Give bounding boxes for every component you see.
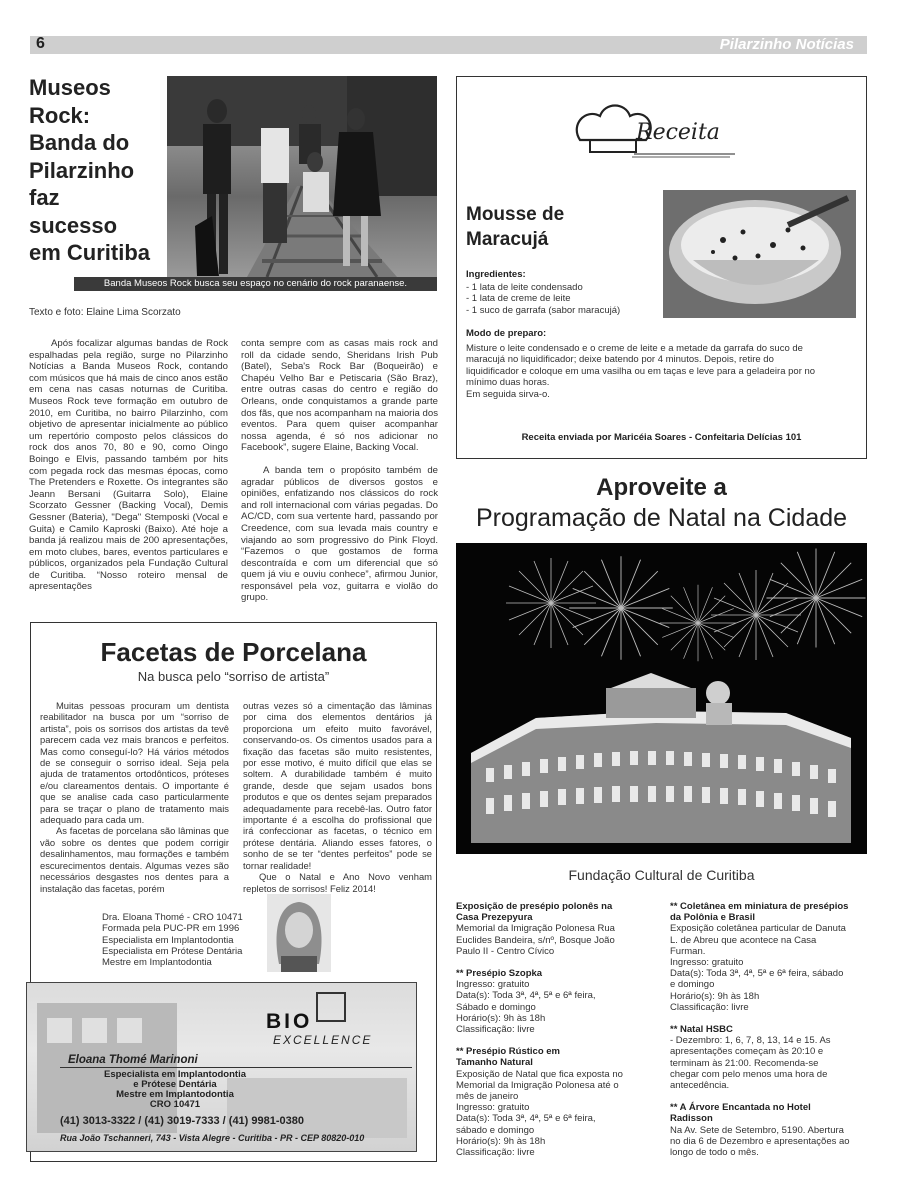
event-text: Classificação: livre: [456, 1147, 535, 1159]
signature-line: Mestre em Implantodontia: [102, 957, 212, 969]
facetas-column-2: [243, 700, 432, 894]
clinic-brand-sub: EXCELLENCE: [273, 1033, 373, 1047]
facetas-title: Facetas de Porcelana: [100, 637, 367, 667]
ingredients-label: Ingredientes:: [466, 269, 526, 280]
dentist-portrait: [267, 894, 331, 972]
event-text: Memorial da Imigração Polonesa Rua: [456, 923, 615, 935]
event-heading: Exposição de presépio polonês na: [456, 901, 613, 912]
event-text: Memorial da Imigração Polonesa até o: [456, 1079, 619, 1091]
headline-line: em Curitiba: [29, 240, 151, 265]
event-heading: ** A Árvore Encantada no Hotel: [670, 1102, 811, 1114]
event-text: Horário(s): 9h às 18h: [456, 1012, 546, 1024]
headline-line: Pilarzinho: [29, 157, 135, 183]
ingredient-item: - 1 suco de garrafa (sabor maracujá): [466, 304, 621, 316]
facetas-column-1: [40, 700, 229, 894]
prep-line: Misture o leite condensado e o creme de leite e a metade da garrafa do suco de: [466, 343, 803, 354]
event-heading: ** Coletânea em miniatura de presépios: [670, 901, 849, 912]
card-divider: [60, 1067, 412, 1068]
event-text: Euclides Bandeira, s/nº, Bosque João: [456, 934, 615, 946]
event-heading: Tamanho Natural: [456, 1057, 533, 1069]
clinic-brand: BIO: [266, 1010, 313, 1033]
event-text: Data(s): Toda 3ª, 4ª, 5ª e 6ª feira,: [456, 990, 596, 1002]
dentist-signature: [102, 912, 243, 968]
card-phones: (41) 3013-3322 / (41) 3019-7333 / (41) 9981-0380: [60, 1115, 305, 1127]
paragraph: Após focalizar algumas bandas de Rock espalhadas pela região, surge no Pilarzinho Notícias a Banda Museos Rock, contando com músicos que há mais de cinco anos estão em cena nas casas noturnas de Curitiba. Museos Rock teve formação em outubro de 2010, em Curitiba, no bairro Pilarzinho, com objetivo de apresentar inicialmente ao público um repertório composto pelos clássicos do rock dos anos 70, 80 e 90, como Oingo Boingo e Elvis, passando também por hits com pegada rock das mesmas épocas, como The Pretenders e Roxette. Os integrantes são Jeann Bersani (Guitarra Solo), Elaine Scorzato Gessner (Backing Vocal), Demis Gessner (Bateria), "Dega" Stemposki (Vocal e Guita) e Camilo Kaproski (Baixo). Até hoje a banda já realizou mais de 200 apresentações, em moto clubes, bares, eventos particulares e públicos, organizados pela Fundação Cultural de Curitiba. “Nosso roteiro mensal de apresentações: [29, 338, 228, 593]
natal-headline-2: Programação de Natal na Cidade: [475, 504, 848, 532]
event-text: - Dezembro: 1, 6, 7, 8, 13, 14 e 15. As: [670, 1035, 831, 1047]
event-text: Horário(s): 9h às 18h: [670, 990, 760, 1002]
event-text: sábado e domingo: [456, 1124, 535, 1136]
newspaper-name: Pilarzinho Notícias: [719, 36, 854, 53]
band-photo-caption: Banda Museos Rock busca seu espaço no cenário do rock paranaense.: [74, 277, 437, 291]
recipe-credit: Receita enviada por Maricéia Soares - Confeitaria Delícias 101: [521, 432, 802, 443]
event-heading: ** Presépio Rústico em: [456, 1046, 561, 1058]
event-text: Ingresso: gratuito: [456, 979, 530, 991]
events-column-1: [456, 901, 652, 1158]
museos-column-2: [241, 338, 438, 604]
event-text: mês de janeiro: [456, 1091, 519, 1103]
mousse-photo: [663, 190, 856, 318]
signature-line: Especialista em Implantodontia: [102, 934, 234, 946]
headline-line: Museos: [29, 75, 111, 100]
event-text: apresentações começam às 20:10 e: [670, 1046, 824, 1058]
prep-line: Em seguida sirva-o.: [466, 388, 550, 400]
event-text: Ingresso: gratuito: [670, 957, 744, 969]
christmas-building-photo: [456, 543, 867, 854]
event-text: Exposição de Natal que fica exposta no: [456, 1068, 623, 1080]
ingredient-item: - 1 lata de creme de leite: [466, 293, 571, 305]
events-column-2: [670, 901, 870, 1158]
event-text: chegar com pelo menos uma hora de: [670, 1068, 828, 1080]
card-specialty: Mestre em Implantodontia: [116, 1089, 234, 1100]
event-text: Data(s): Toda 3ª, 4ª, 5ª e 6ª feira,: [456, 1113, 596, 1125]
paragraph: conta sempre com as casas mais rock and roll da cidade sendo, Sheridans Irish Pub (Batel), Seba's Rock Bar (Boqueirão) e Chapéu Velho Bar e Petiscaria (São Braz), entre outras casas do centro e região do Orleans, onde conquistamos a grande parte dos fãs, que nos acompanham na maioria dos eventos. Para quem quiser acompanhar nossa agenda, é só nos adicionar no Facebook”, sugere Elaine, Backing Vocal.: [241, 338, 438, 454]
paragraph: outras vezes só a cimentação das lâminas por cima dos elementos dentários já proporciona um efeito muito favorável, conservando-os. Os cimentos usados para a fixação das facetas são muito resistentes, por esse motivo, é muito difícil que elas se soltem. A durabilidade também é muito grande, desde que sejam usados bons produtos e que os dentes sejam preparados adequadamente para recebê-las. Outro fator importante é a escolha do profissional que irá confeccionar as facetas, o técnico em prótese dentária. Aliando esses fatores, o sonho de se ter “dentes perfeitos” pode se tornar realidade!: [243, 700, 432, 871]
event-text: Horário(s): 9h às 18h: [456, 1135, 546, 1147]
event-text: L. de Abreu que acontece na Casa: [670, 934, 817, 946]
headline-line: sucesso: [29, 212, 118, 238]
prep-line: mínimo duas horas.: [466, 377, 550, 389]
event-text: terminam às 21:00. Recomenda-se: [670, 1057, 819, 1069]
prep-line: liquidificador e coloque em uma vasilha ou em taças e leve para a geladeira por no: [466, 365, 816, 377]
event-text: Data(s): Toda 3ª, 4ª, 5ª e 6ª feira, sábado: [670, 968, 844, 980]
event-text: Ingresso: gratuito: [456, 1102, 530, 1114]
recipe-title: [466, 202, 564, 252]
headline-line: Banda do: [29, 130, 130, 155]
article-credit: Texto e foto: Elaine Lima Scorzato: [29, 307, 181, 318]
event-text: Sábado e domingo: [456, 1001, 536, 1013]
event-heading: Casa Prezepyura: [456, 912, 533, 924]
card-specialty: CRO 10471: [149, 1099, 201, 1110]
event-text: Exposição coletânea particular de Danuta: [670, 923, 846, 935]
event-text: Furman.: [670, 945, 706, 957]
event-heading: ** Presépio Szopka: [456, 968, 543, 980]
prep-line: maracujá no liquidificador; deixe batendo por 4 minutos. Depois, retire do: [466, 354, 774, 366]
card-specialty: Especialista em Implantodontia: [103, 1069, 246, 1080]
museos-headline: [29, 74, 164, 267]
band-photo: [167, 76, 437, 277]
card-address: Rua João Tschanneri, 743 - Vista Alegre - Curitiba - PR - CEP 80820-010: [60, 1133, 365, 1143]
title-line: Maracujá: [466, 229, 549, 250]
paragraph: As facetas de porcelana são lâminas que vão sobre os dentes que podem corrigir desalinhamentos, mau formações e também escurecimentos dentais. Algumas vezes são necessários desgastes nos dentes para a instalação das facetas, porém: [40, 825, 229, 894]
card-specialty: e Prótese Dentária: [133, 1079, 217, 1090]
title-line: Mousse de: [466, 204, 565, 225]
headline-line: faz: [29, 185, 60, 210]
signature-line: Dra. Eloana Thomé - CRO 10471: [102, 912, 243, 923]
event-text: no dia 6 de Dezembro e apresentações ao: [670, 1135, 850, 1147]
page-number: 6: [36, 35, 45, 52]
natal-photo-caption: Fundação Cultural de Curitiba: [568, 867, 755, 883]
paragraph: Muitas pessoas procuram um dentista reabilitador na busca por um “sorriso de artista”, pois os sorrisos dos artistas da tevê parecem cada vez mais brancos e perfeitos. Mas como conseguí-lo? Há vários métodos de se conseguir o sorriso ideal. Seja pela ajuda de tratamentos ortodônticos, próteses e/ou clareamentos dentais. O importante é que se analise cada caso particularmente para se traçar o plano de tratamento mais adequado para cada um.: [40, 700, 229, 826]
facetas-subtitle: Na busca pelo “sorriso de artista”: [137, 669, 330, 684]
prep-label: Modo de preparo:: [466, 328, 547, 339]
event-text: Na Av. Sete de Setembro, 5190. Abertura: [670, 1124, 844, 1136]
ingredient-item: - 1 lata de leite condensado: [466, 282, 583, 293]
museos-column-1: [29, 338, 228, 593]
event-text: longo de todo o mês.: [670, 1147, 759, 1159]
paragraph: Que o Natal e Ano Novo venham repletos de sorrisos! Feliz 2014!: [243, 871, 432, 894]
signature-line: Especialista em Prótese Dentária: [102, 945, 243, 957]
event-text: e domingo: [670, 979, 715, 991]
event-heading: Radisson: [670, 1113, 713, 1125]
event-heading: da Polônia e Brasil: [670, 912, 755, 924]
card-dentist-name: Eloana Thomé Marinoni: [68, 1054, 198, 1066]
ingredients-list: [466, 282, 620, 316]
natal-headline-1: Aproveite a: [596, 474, 727, 501]
event-text: antecedência.: [670, 1080, 730, 1092]
event-text: Classificação: livre: [456, 1024, 535, 1036]
prep-text: [466, 343, 860, 400]
headline-line: Rock:: [29, 102, 91, 128]
recipe-logo-text: Receita: [636, 120, 720, 145]
event-heading: ** Natal HSBC: [670, 1024, 733, 1036]
paragraph: A banda tem o propósito também de agradar públicos de diversos gostos e opiniões, enfatizando nos clássicos do rock and roll internacional com várias pegadas. Do AC/CD, com sua vertente hard, passando por Creedence, com sua levada mais country e viajando ao som progressivo do Pink Floyd. “Fazemos o que gostamos de forma descontraída e com um diferencial que só quem já viu e ouviu conhece”, afirmou Junior, responsável pela voz, guitarra e violão do grupo.: [241, 464, 438, 604]
event-text: Classificação: livre: [670, 1001, 749, 1013]
signature-line: Formada pela PUC-PR em 1996: [102, 923, 240, 935]
event-text: Paulo II - Centro Cívico: [456, 945, 555, 957]
